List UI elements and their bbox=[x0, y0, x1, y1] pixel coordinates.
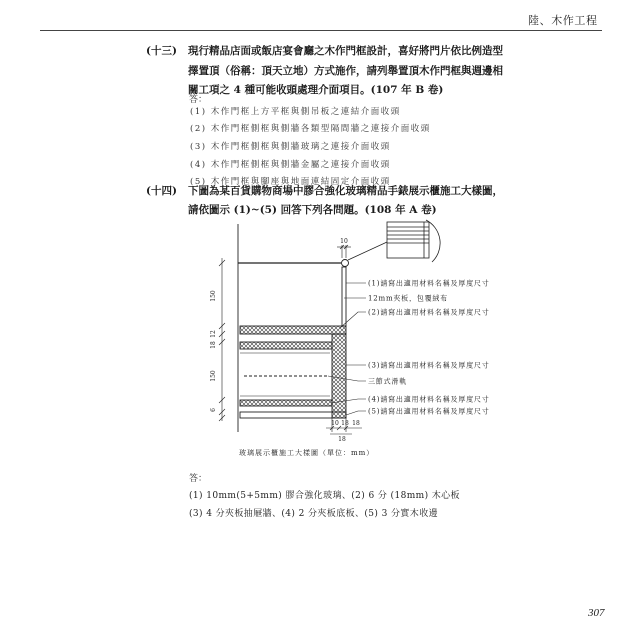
figure-label-3: (3)請寫出適用材料名稱及厚度尺寸 bbox=[368, 361, 490, 370]
question-text-line: 現行精品店面或飯店宴會廳之木作門框設計，喜好將門片依比例造型 bbox=[188, 45, 503, 57]
answer-label: 答： bbox=[189, 474, 208, 484]
dimension-value: 18 bbox=[210, 341, 217, 349]
question-text-line: 擇置頂（俗稱：頂天立地）方式施作，請列舉置頂木作門框與週邊相 bbox=[188, 65, 503, 77]
figure-label-slide-rail: 三節式滑軌 bbox=[368, 377, 407, 386]
dimension-value: 18 bbox=[341, 420, 349, 427]
answer-item: (5) 木作門框與腳座與地面連結固定介面收頭 bbox=[190, 177, 391, 187]
top-dimension bbox=[337, 245, 351, 258]
drawer-top-board bbox=[240, 342, 332, 349]
answer-item: (3) 4 分夾板抽屜牆、(4) 2 分夾板底板、(5) 3 分實木收邊 bbox=[189, 509, 438, 519]
detail-arc bbox=[426, 220, 440, 262]
question-text-line: 下圖為某百貨購物商場中膠合強化玻璃精品手錶展示櫃施工大樣圖， bbox=[188, 185, 503, 197]
figure-caption: 玻璃展示櫃施工大樣圖（單位：mm） bbox=[239, 449, 375, 457]
chapter-title: 陸、木作工程 bbox=[528, 14, 598, 27]
detail-callout-circle bbox=[342, 260, 349, 267]
answer-item: (2) 木作門框側框與側牆各類型隔間牆之連接介面收頭 bbox=[190, 124, 431, 134]
figure-label-plywood: 12mm夾板，包覆絨布 bbox=[368, 294, 448, 303]
glass-detail-callout bbox=[348, 220, 440, 262]
leader-line bbox=[346, 411, 366, 415]
answer-item: (4) 木作門框側框與側牆金屬之連接介面收頭 bbox=[190, 160, 391, 170]
answer-label: 答： bbox=[189, 95, 208, 105]
question-text-line: 請依圖示 (1)~(5) 回答下列各問題。(108 年 A 卷) bbox=[188, 204, 437, 216]
page-number: 307 bbox=[588, 607, 605, 619]
figure-label-5: (5)請寫出適用材料名稱及厚度尺寸 bbox=[368, 407, 490, 416]
side-panel bbox=[332, 334, 346, 418]
drawer-bottom-board bbox=[240, 400, 332, 406]
counter-top-board bbox=[240, 326, 346, 334]
figure-label-1: (1)請寫出適用材料名稱及厚度尺寸 bbox=[368, 279, 490, 288]
dimension-value: 12 bbox=[210, 330, 217, 338]
answer-item: (1) 木作門框上方平框與側吊板之連結介面收頭 bbox=[190, 107, 401, 117]
answer-item: (3) 木作門框側框與側牆玻璃之連接介面收頭 bbox=[190, 142, 391, 152]
question-text-line: 關工項之 4 種可能收頭處理介面項目。(107 年 B 卷) bbox=[188, 84, 444, 96]
dimension-value: 150 bbox=[210, 370, 217, 382]
callout-leader bbox=[348, 242, 387, 260]
figure-label-2: (2)請寫出適用材料名稱及厚度尺寸 bbox=[368, 308, 490, 317]
cabinet-section bbox=[238, 224, 349, 432]
question-number: (十三) bbox=[146, 45, 177, 57]
dimension-value: 10 bbox=[331, 420, 339, 427]
dimension-value: 6 bbox=[210, 408, 217, 412]
dimension-value: 10 bbox=[340, 238, 348, 245]
figure-label-4: (4)請寫出適用材料名稱及厚度尺寸 bbox=[368, 395, 490, 404]
dimension-value: 18 bbox=[352, 420, 360, 427]
question-number: (十四) bbox=[146, 185, 177, 197]
answer-item: (1) 10mm(5+5mm) 膠合強化玻璃、(2) 6 分 (18mm) 木心板 bbox=[189, 491, 460, 501]
vertical-glass-panel bbox=[342, 267, 346, 326]
left-dimension-chain bbox=[219, 258, 225, 421]
dimension-value: 150 bbox=[210, 290, 217, 302]
base-board bbox=[240, 412, 346, 418]
dimension-value: 18 bbox=[338, 436, 346, 443]
